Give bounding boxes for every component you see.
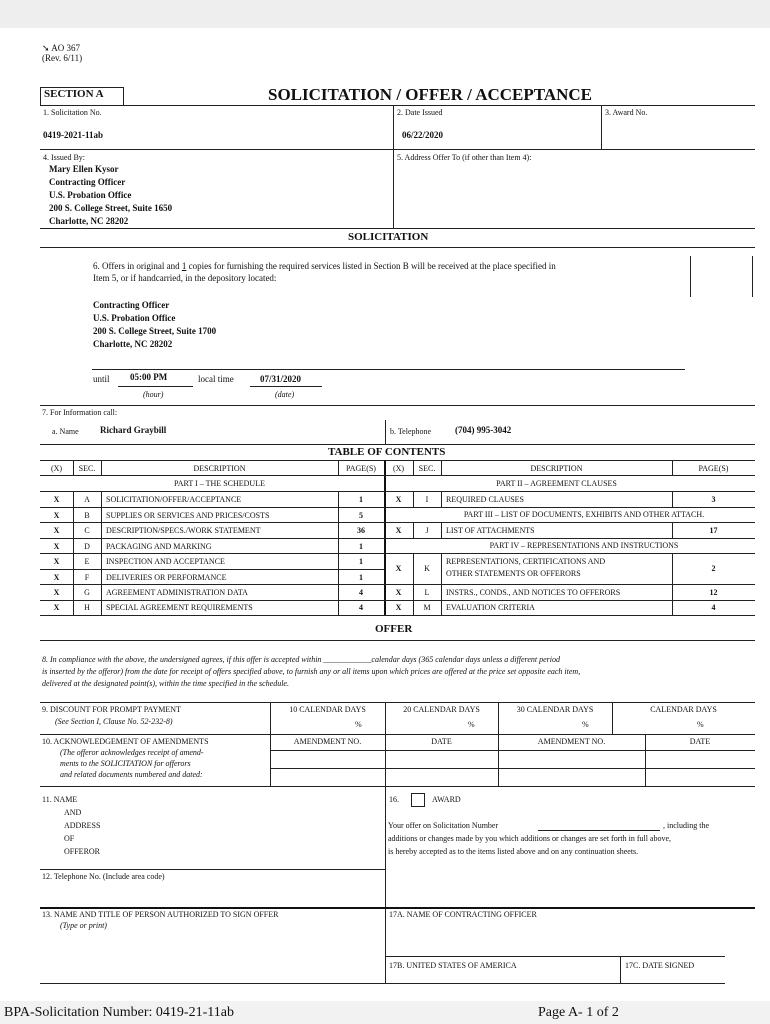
section-label: SECTION A (44, 88, 104, 100)
rule (40, 640, 755, 641)
toc-row-x: X (395, 588, 402, 597)
toc-row-desc: SUPPLIES OR SERVICES AND PRICES/COSTS (106, 511, 270, 520)
discount-col-header: 30 CALENDAR DAYS (516, 705, 594, 714)
rule (40, 615, 755, 616)
award-label: AWARD (432, 795, 461, 804)
toc-row-desc: OTHER STATEMENTS OR OFFERORS (446, 569, 581, 578)
toc-row-desc: SPECIAL AGREEMENT REQUIREMENTS (106, 603, 253, 612)
page-title: SOLICITATION / OFFER / ACCEPTANCE (268, 85, 592, 104)
solicitation-header: SOLICITATION (348, 231, 429, 243)
toc-row-x: X (53, 588, 60, 597)
toc-row-pages: 3 (711, 495, 716, 504)
divider (620, 956, 621, 983)
item8-line: 8. In compliance with the above, the undersigned agrees, if this offer is accepted within ____________calendar days (365 calendar days unless a different period (42, 655, 560, 664)
item16-label: 16. (389, 795, 399, 804)
field5-label: 5. Address Offer To (if other than Item 4): (397, 153, 532, 162)
toc-row-desc: DESCRIPTION/SPECS./WORK STATEMENT (106, 526, 261, 535)
toc-row-sec: M (423, 603, 431, 612)
toc-row-x: X (53, 557, 60, 566)
telephone-label: b. Telephone (390, 427, 432, 436)
divider (441, 522, 442, 538)
toc-header-x: (X) (50, 464, 63, 473)
divider (601, 105, 602, 149)
toc-header-sec: SEC. (78, 464, 96, 473)
item10-label: 10. ACKNOWLEDGEMENT OF AMENDMENTS (42, 737, 209, 746)
discount-pct-20[interactable]: % (468, 720, 475, 729)
toc-row-x: X (395, 495, 402, 504)
rule (40, 460, 755, 461)
item6-copies: 1 (181, 261, 187, 271)
item17a-label: 17A. NAME OF CONTRACTING OFFICER (389, 910, 537, 919)
toc-row-sec: G (84, 588, 90, 597)
item8-line: is inserted by the offeror) from the date for receipt of offers specified above, to furnish any or all items upon which prices are offered at the price set opposite each item, (42, 667, 581, 676)
rule (385, 956, 725, 957)
rule (40, 569, 384, 570)
issued-by-line: Mary Ellen Kysor (49, 164, 119, 174)
toc-row-pages: 4 (359, 588, 363, 597)
item12-label: 12. Telephone No. (Include area code) (42, 872, 165, 881)
rule (40, 491, 755, 492)
rule (270, 750, 755, 751)
until-date[interactable]: 07/31/2020 (260, 374, 302, 384)
toc-row-pages: 4 (359, 603, 363, 612)
amend-col-header: AMENDMENT NO. (293, 737, 362, 746)
toc-header-pages: PAGE(S) (698, 464, 729, 473)
footer-page-number: Page A- 1 of 2 (538, 1005, 619, 1020)
item10-sub: (The offeror acknowledges receipt of amend- (60, 748, 204, 757)
item17c-label: 17C. DATE SIGNED (625, 961, 695, 970)
rule (250, 386, 322, 387)
toc-row-x: X (395, 526, 402, 535)
toc-row-x: X (53, 526, 60, 535)
toc-row-desc: SOLICITATION/OFFER/ACCEPTANCE (106, 495, 242, 504)
toc-row-pages: 1 (359, 495, 363, 504)
depository-line: U.S. Probation Office (93, 313, 176, 323)
rule (40, 149, 755, 150)
toc-row-desc: EVALUATION CRITERIA (446, 603, 535, 612)
rule (92, 369, 685, 370)
rule (40, 786, 755, 787)
toc-row-pages: 2 (711, 564, 716, 573)
issued-by-line: U.S. Probation Office (49, 190, 132, 200)
award-text: is hereby accepted as to the items listed above and on any continuation sheets. (388, 847, 639, 856)
divider (393, 105, 394, 228)
footer-solicitation-number: BPA-Solicitation Number: 0419-21-11ab (4, 1005, 234, 1020)
toc-row-pages: 36 (357, 526, 365, 535)
depository-line: 200 S. College Street, Suite 1700 (93, 326, 217, 336)
item13-label: 13. NAME AND TITLE OF PERSON AUTHORIZED TO SIGN OFFER (42, 910, 279, 919)
divider (385, 786, 386, 983)
item10-sub: ments to the SOLICITATION for offerors (60, 759, 191, 768)
rule (40, 247, 755, 248)
item10-sub: and related documents numbered and dated: (60, 770, 203, 779)
toc-row-sec: E (84, 557, 90, 566)
toc-row-sec: J (425, 526, 429, 535)
toc-header-desc: DESCRIPTION (530, 464, 583, 473)
discount-col-header: 20 CALENDAR DAYS (403, 705, 480, 714)
issued-by-block[interactable] (49, 163, 172, 228)
divider (690, 256, 691, 297)
award-solicitation-number-line[interactable] (538, 830, 660, 831)
item11-line: 11. NAME (42, 795, 78, 804)
toc-row-pages: 5 (359, 511, 363, 520)
date-issued[interactable]: 06/22/2020 (402, 130, 444, 140)
amend-col-header: AMENDMENT NO. (537, 737, 606, 746)
toc-row-pages: 1 (359, 542, 363, 551)
toc-header-sec: SEC. (418, 464, 436, 473)
rule (40, 907, 755, 909)
offer-header: OFFER (375, 623, 413, 635)
rule (40, 702, 755, 703)
toc-row-pages: 1 (359, 573, 363, 582)
depository-line: Contracting Officer (93, 300, 170, 310)
award-text: , including the (663, 821, 709, 830)
issued-by-line: 200 S. College Street, Suite 1650 (49, 203, 173, 213)
rule (40, 507, 755, 508)
rule (270, 768, 755, 769)
toc-row-desc: AGREEMENT ADMINISTRATION DATA (106, 588, 248, 597)
award-text: additions or changes made by you which additions or changes are set forth in full above, (388, 834, 672, 843)
toc-row-desc: DELIVERIES OR PERFORMANCE (106, 573, 227, 582)
toc-row-x: X (53, 511, 60, 520)
toc-row-x: X (53, 495, 60, 504)
rule (40, 105, 755, 106)
award-text: Your offer on Solicitation Number (388, 821, 499, 830)
depository-line: Charlotte, NC 28202 (93, 339, 173, 349)
discount-col-header: 10 CALENDAR DAYS (289, 705, 366, 714)
toc-row-sec: C (84, 526, 90, 535)
toc-part4: PART IV – REPRESENTATIONS AND INSTRUCTIONS (489, 541, 679, 550)
toc-header-pages: PAGE(S) (346, 464, 376, 473)
item11-line: OF (64, 834, 75, 843)
toc-row-sec: F (84, 573, 90, 582)
toc-row-pages: 1 (359, 557, 363, 566)
toc-row-desc: REQUIRED CLAUSES (446, 495, 525, 504)
amend-col-header: DATE (431, 737, 452, 746)
item6-line1 (93, 261, 556, 271)
toc-row-sec: D (84, 542, 90, 551)
rule (40, 444, 755, 445)
toc-row-desc: LIST OF ATTACHMENTS (446, 526, 535, 535)
item6-rest: copies for furnishing the required services listed in Section B will be received at the place specified in (186, 261, 556, 271)
toc-row-pages: 12 (709, 588, 718, 597)
contact-telephone[interactable]: (704) 995-3042 (455, 425, 512, 435)
field3-label: 3. Award No. (605, 108, 648, 117)
toc-row-desc: INSPECTION AND ACCEPTANCE (106, 557, 225, 566)
rule (40, 475, 755, 476)
item9-sub: (See Section I, Clause No. 52-232-8) (55, 717, 173, 726)
rule (40, 734, 755, 735)
item9-label: 9. DISCOUNT FOR PROMPT PAYMENT (42, 705, 181, 714)
date-caption: (date) (275, 390, 295, 399)
toc-row-sec: I (425, 495, 429, 504)
form-id-text: AO 367 (51, 43, 81, 53)
toc-row-pages: 4 (711, 603, 716, 612)
item6-line2: Item 5, or if handcarried, in the depository located: (93, 273, 277, 283)
issued-by-line: Contracting Officer (49, 177, 126, 187)
toc-part3: PART III – LIST OF DOCUMENTS, EXHIBITS AND OTHER ATTACH. (463, 510, 705, 519)
toc-header-desc: DESCRIPTION (193, 464, 246, 473)
until-label: until (93, 374, 110, 384)
depository-block (93, 299, 216, 351)
toc-row-sec: K (424, 564, 430, 573)
name-label: a. Name (52, 427, 79, 436)
rule (40, 584, 755, 585)
divider (441, 491, 442, 507)
top-bar (0, 0, 770, 28)
item11-line: OFFEROR (64, 847, 101, 856)
item11-label (42, 793, 100, 858)
divider (752, 256, 753, 297)
toc-row-desc: INSTRS., CONDS., AND NOTICES TO OFFERORS (446, 588, 621, 597)
toc-title: TABLE OF CONTENTS (328, 446, 446, 458)
toc-row-sec: B (84, 511, 90, 520)
rule (40, 869, 385, 870)
toc-row-x: X (53, 542, 60, 551)
field2-label: 2. Date Issued (397, 108, 443, 117)
toc-row-x: X (53, 603, 60, 612)
amend-col-header: DATE (689, 737, 711, 746)
item8-line: delivered at the designated point(s), within the time specified in the schedule. (42, 679, 289, 688)
local-time-label: local time (198, 374, 234, 384)
toc-row-sec: H (84, 603, 90, 612)
toc-row-sec: A (84, 495, 90, 504)
rule (40, 522, 755, 523)
form-id: ➘ AO 367 (42, 43, 81, 53)
rule (118, 386, 193, 387)
until-hour[interactable]: 05:00 PM (130, 372, 168, 382)
field7-label: 7. For Information call: (42, 408, 118, 417)
toc-row-pages: 17 (709, 526, 718, 535)
toc-row-desc: REPRESENTATIONS, CERTIFICATIONS AND (446, 557, 606, 566)
discount-pct-10[interactable]: % (355, 720, 362, 729)
issued-by-line: Charlotte, NC 28202 (49, 216, 129, 226)
field4-label: 4. Issued By: (43, 153, 85, 162)
toc-header-x: (X) (392, 464, 405, 473)
contact-name[interactable]: Richard Graybill (100, 425, 167, 435)
toc-row-x: X (53, 573, 60, 582)
item6-prefix: 6. Offers in original and (93, 261, 182, 271)
discount-pct-30[interactable]: % (582, 720, 589, 729)
award-checkbox[interactable] (411, 793, 425, 807)
item11-line: ADDRESS (64, 821, 101, 830)
discount-pct-custom[interactable]: % (697, 720, 704, 729)
discount-col-header: CALENDAR DAYS (650, 705, 717, 714)
form-revision: (Rev. 6/11) (42, 53, 83, 63)
item17b-label: 17B. UNITED STATES OF AMERICA (389, 961, 517, 970)
field1-label: 1. Solicitation No. (43, 108, 102, 117)
divider (385, 420, 386, 444)
rule (40, 405, 755, 406)
toc-row-sec: L (424, 588, 430, 597)
rule (40, 600, 755, 601)
toc-part1: PART I – THE SCHEDULE (174, 479, 265, 488)
solicitation-number[interactable]: 0419-2021-11ab (43, 130, 104, 140)
toc-part2: PART II – AGREEMENT CLAUSES (496, 479, 617, 488)
rule (40, 538, 755, 539)
item11-line: AND (64, 808, 82, 817)
rule (40, 553, 755, 554)
rule (40, 983, 725, 984)
toc-row-desc: PACKAGING AND MARKING (106, 542, 212, 551)
item13-sub: (Type or print) (60, 921, 107, 930)
toc-row-x: X (395, 603, 402, 612)
hour-caption: (hour) (143, 390, 164, 399)
rule (40, 228, 755, 229)
toc-row-x: X (395, 564, 402, 573)
